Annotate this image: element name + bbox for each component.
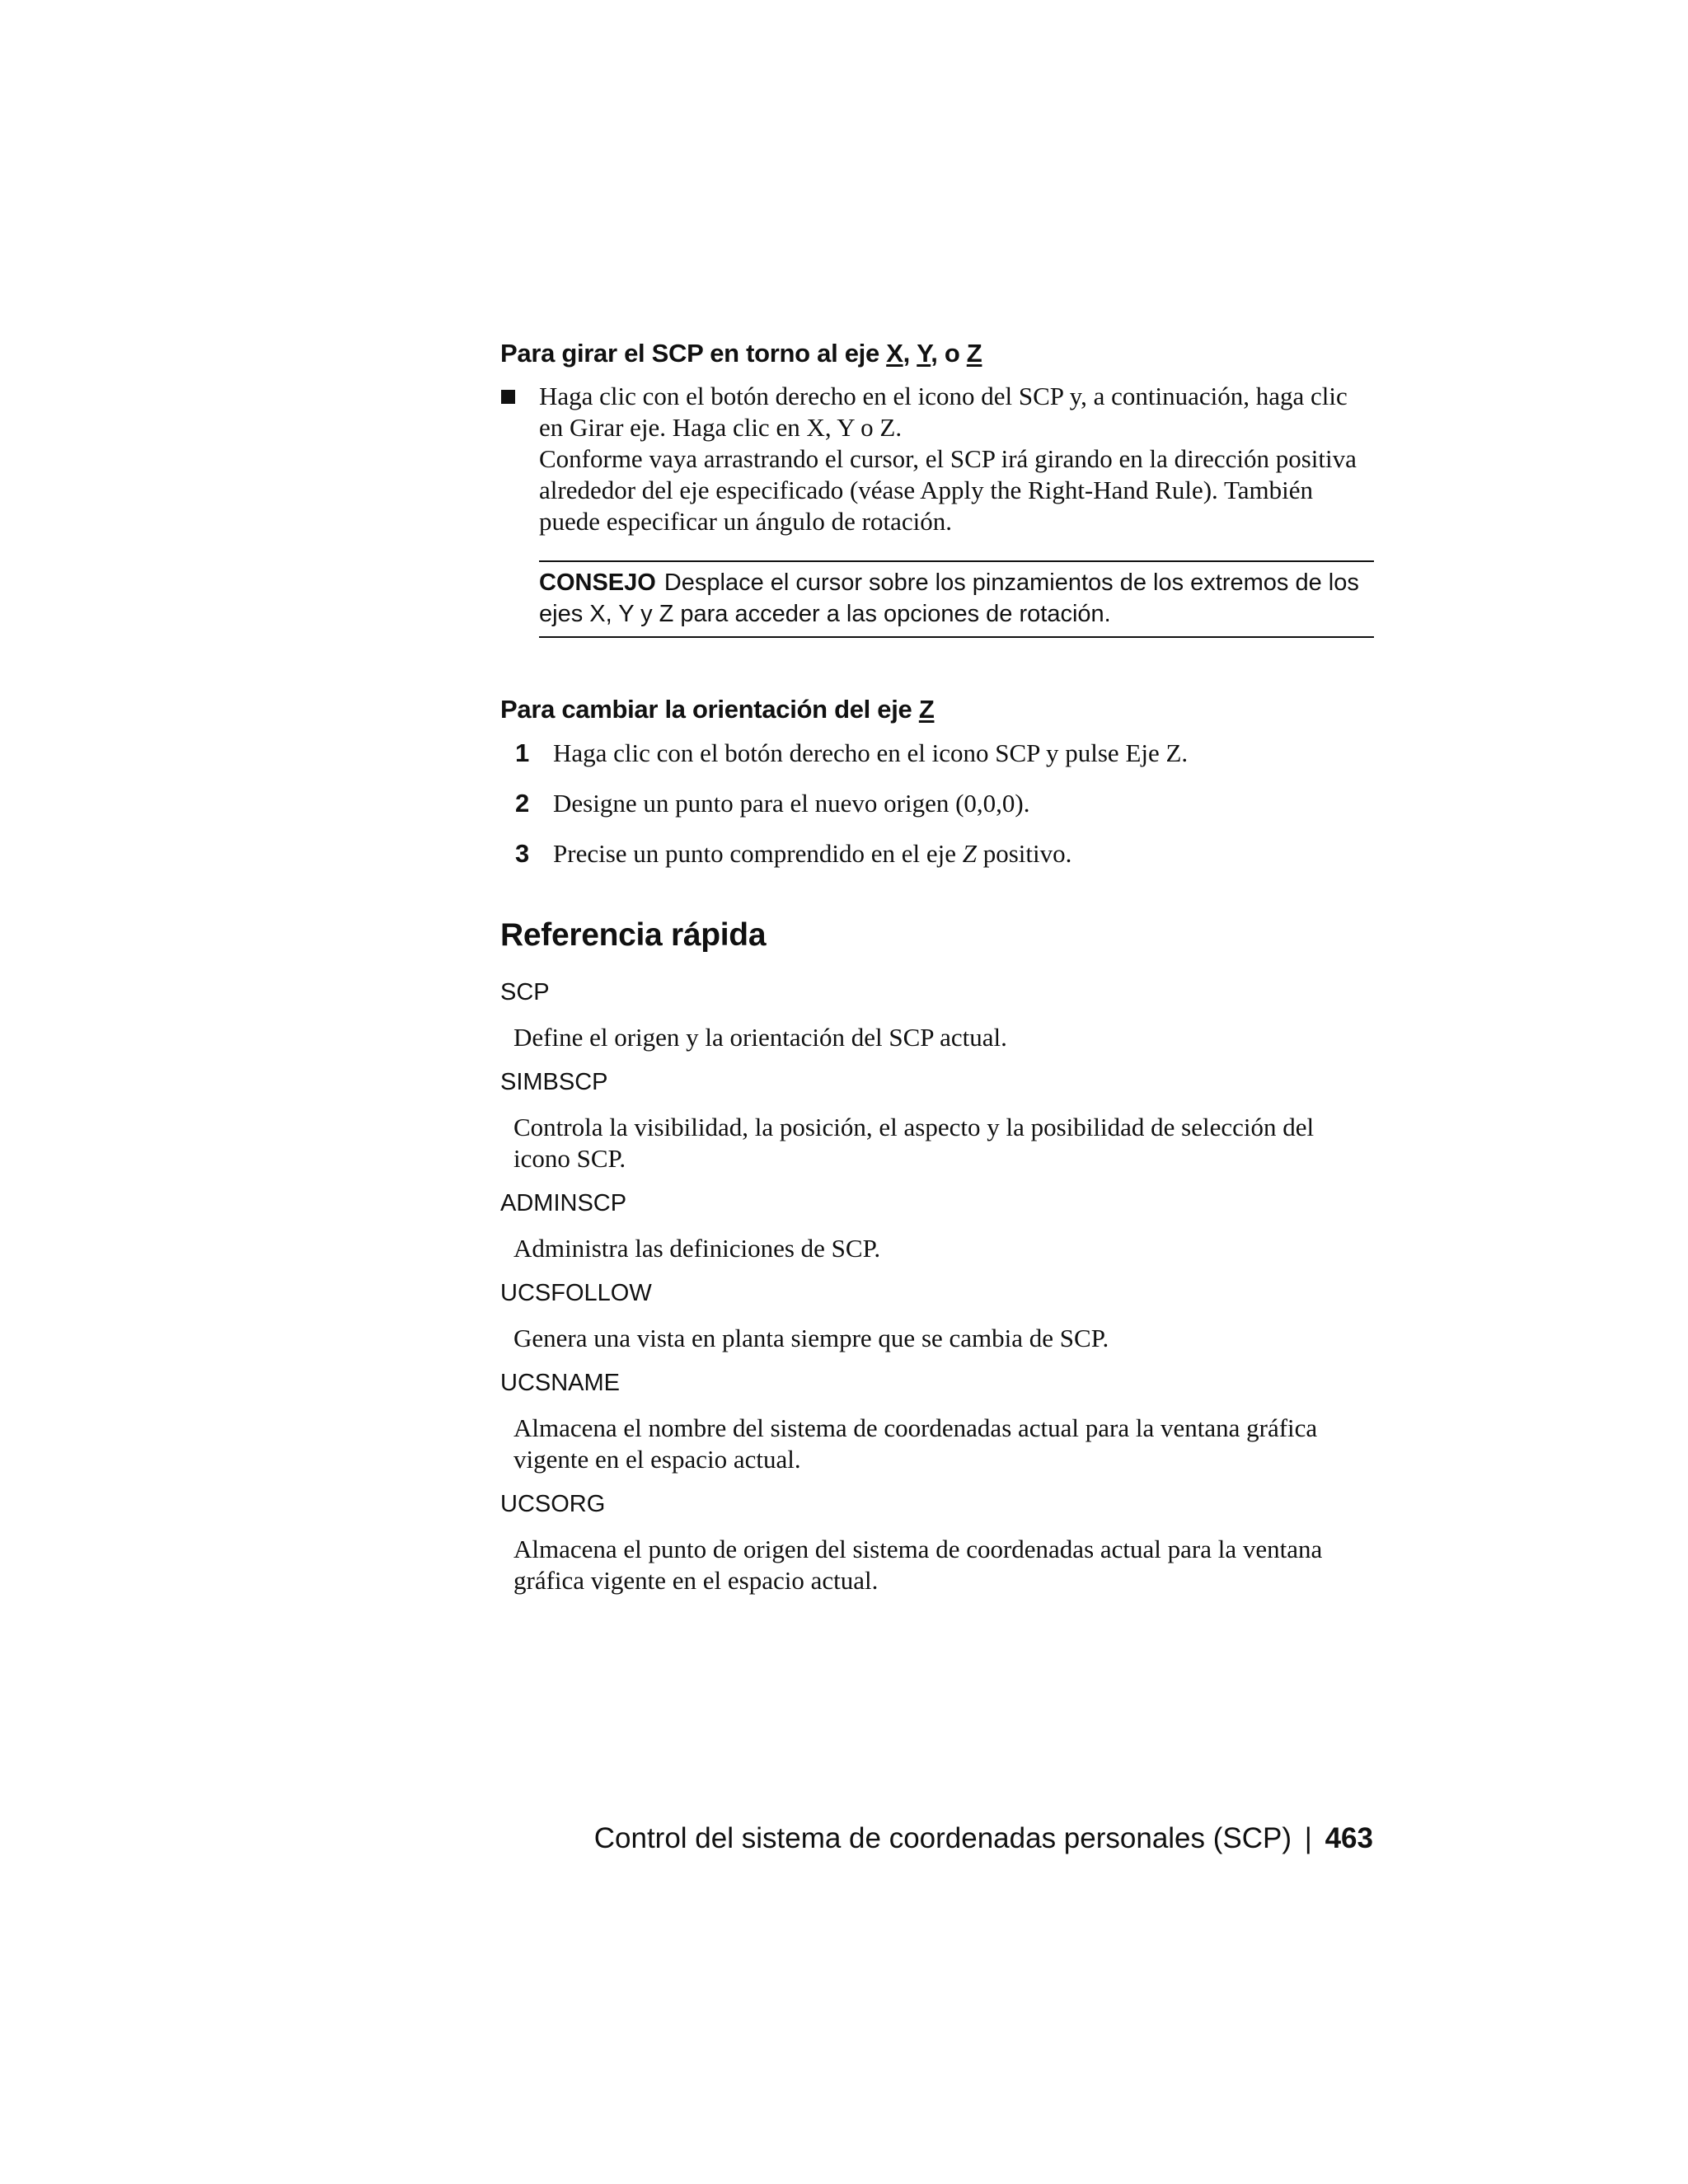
tip-text: Desplace el cursor sobre los pinzamientos de los extremos de los ejes X, Y y Z para acceder a las opciones de rotación. [539,569,1359,627]
step-list [500,737,1374,870]
command-description: Define el origen y la orientación del SCP actual. [513,1023,1007,1052]
quick-reference-title: Referencia rápida [500,917,767,953]
footer-separator: | [1304,1822,1312,1854]
axis-z-link[interactable]: Z [918,695,935,724]
heading-text: Para cambiar la orientación del eje [500,695,919,724]
step-text: Haga clic con el botón derecho en el icono SCP y pulse Eje Z. [553,738,1189,767]
variable-link-ucsorg[interactable]: UCSORG [500,1491,606,1517]
step-text-before: Precise un punto comprendido en el eje [553,839,963,868]
step-number: 1 [515,738,530,767]
command-description: Administra las definiciones de SCP. [513,1234,881,1263]
axis-z-link[interactable]: Z [966,339,982,368]
footer-chapter-title: Control del sistema de coordenadas personales (SCP) [593,1822,1292,1854]
quick-reference-list [500,977,1374,1596]
axis-y-link[interactable]: Y [917,339,931,368]
variable-description: Genera una vista en planta siempre que se cambia de SCP. [513,1324,1109,1352]
page-number: 463 [1325,1822,1373,1854]
command-link-scp[interactable]: SCP [500,979,550,1005]
step-text-after: positivo. [976,839,1072,868]
procedure-heading-z-axis [500,692,1374,727]
tip-box [539,560,1374,638]
procedure-heading-rotate-ucs [500,336,1374,371]
variable-description: Almacena el punto de origen del sistema de coordenadas actual para la ventana gráfica vigente en el espacio actual. [513,1535,1323,1595]
step-number: 3 [515,839,530,868]
axis-x-link[interactable]: X [886,339,903,368]
step-text: Designe un punto para el nuevo origen (0,0,0). [553,789,1030,818]
step-number: 2 [515,789,530,818]
page-content [500,336,1374,1610]
bullet-item [500,381,1374,537]
step-text-italic: Z [962,839,977,868]
variable-description: Almacena el nombre del sistema de coordenadas actual para la ventana gráfica vigente en el espacio actual. [513,1413,1318,1474]
command-description: Controla la visibilidad, la posición, el aspecto y la posibilidad de selección del icono SCP. [513,1113,1315,1173]
heading-or: , o [931,339,967,368]
command-link-adminscp[interactable]: ADMINSCP [500,1190,627,1216]
variable-link-ucsfollow[interactable]: UCSFOLLOW [500,1280,652,1306]
step-text [553,837,1071,870]
tip-label: CONSEJO [539,569,656,596]
step-item [515,787,1374,820]
heading-comma: , [903,339,910,368]
page-footer [594,1821,1373,1857]
heading-text: Para girar el SCP en torno al eje [500,339,887,368]
step-item [515,737,1374,770]
variable-link-ucsname[interactable]: UCSNAME [500,1370,621,1396]
step-item [515,837,1374,870]
bullet-text-line1: Haga clic con el botón derecho en el icono del SCP y, a continuación, haga clic en Girar eje. Haga clic en X, Y o Z. [539,382,1348,442]
command-link-simbscp[interactable]: SIMBSCP [500,1069,608,1095]
bullet-square-icon [501,390,515,404]
bullet-text-line2: Conforme vaya arrastrando el cursor, el SCP irá girando en la dirección positiva alrededor del eje especificado (véase Apply the Right-Hand Rule). También puede especificar un ángulo de rotación. [539,444,1357,536]
